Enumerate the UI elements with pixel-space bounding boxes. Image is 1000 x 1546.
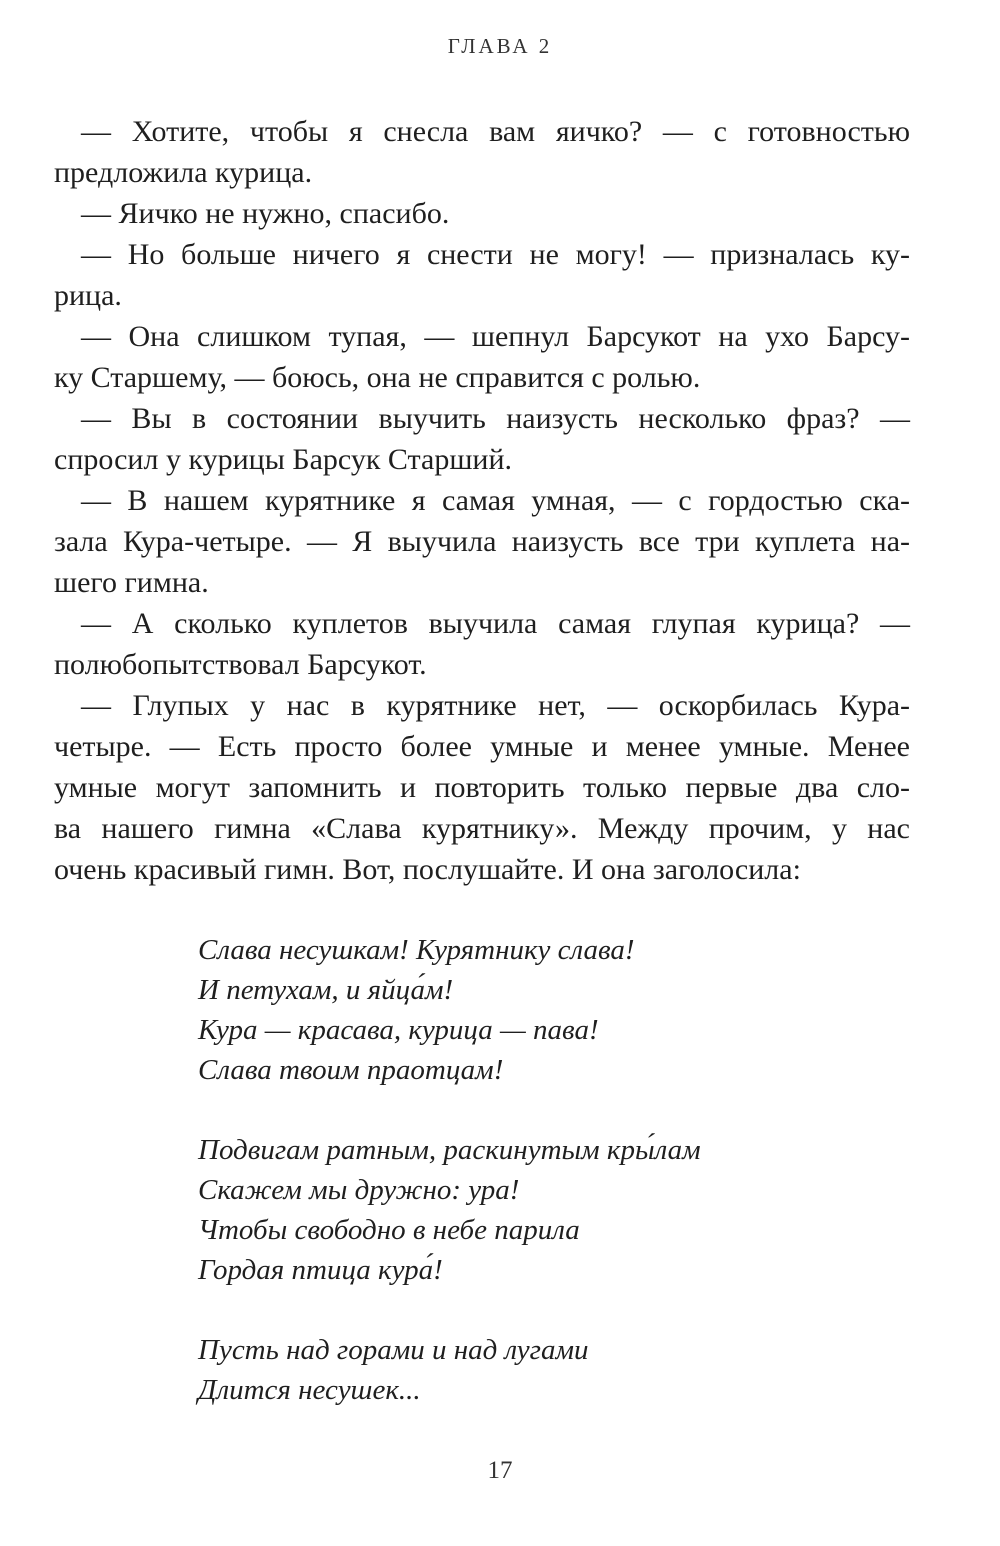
text-line: — Но больше ничего я снести не могу! — призналась ку- <box>81 238 910 271</box>
text-line: — Глупых у нас в курятнике нет, — оскорбилась Кура- <box>81 689 910 722</box>
text-line: — Хотите, чтобы я снесла вам яичко? — с готовностью <box>81 115 910 148</box>
text-line: четыре. — Есть просто более умные и менее умные. Менее <box>54 730 910 763</box>
text-line: предложила курица. <box>54 156 313 189</box>
text-line: ва нашего гимна «Слава курятнику». Между прочим, у нас <box>54 812 910 845</box>
text-line: — В нашем курятнике я самая умная, — с гордостью ска- <box>81 484 910 517</box>
poem-stanza <box>198 1130 898 1290</box>
text-line: спросил у курицы Барсук Старший. <box>54 443 513 476</box>
anthem-poem <box>198 930 898 1450</box>
text-line: — А сколько куплетов выучила самая глупая курица? — <box>81 607 910 640</box>
page-number: 17 <box>487 1457 513 1484</box>
text-line: зала Кура-четыре. — Я выучила наизусть все три куплета на- <box>54 525 910 558</box>
poem-stanza <box>198 930 898 1090</box>
text-line: полюбопытствовал Барсукот. <box>54 648 427 681</box>
poem-line: Пусть над горами и над лугами <box>198 1334 589 1366</box>
text-line: — Она слишком тупая, — шепнул Барсукот на ухо Барсу- <box>81 320 910 353</box>
text-line: — Яичко не нужно, спасибо. <box>81 197 450 230</box>
text-line: умные могут запомнить и повторить только первые два сло- <box>54 771 910 804</box>
poem-line: Слава твоим праотцам! <box>198 1054 504 1086</box>
poem-line: Кура — красава, курица — пава! <box>198 1014 599 1046</box>
poem-line: Гордая птица кура́! <box>198 1254 443 1286</box>
poem-line: И петухам, и яйца́м! <box>198 974 454 1006</box>
poem-line: Длится несушек... <box>198 1374 421 1406</box>
text-line: ку Старшему, — боюсь, она не справится с ролью. <box>54 361 701 394</box>
running-head-chapter: ГЛАВА 2 <box>447 34 553 58</box>
body-text <box>54 111 910 890</box>
poem-line: Слава несушкам! Курятнику слава! <box>198 934 635 966</box>
poem-line: Скажем мы дружно: ура! <box>198 1174 520 1206</box>
text-line: — Вы в состоянии выучить наизусть несколько фраз? — <box>81 402 910 435</box>
text-line: шего гимна. <box>54 566 209 599</box>
poem-stanza <box>198 1330 898 1410</box>
poem-line: Чтобы свободно в небе парила <box>198 1214 580 1246</box>
text-line: очень красивый гимн. Вот, послушайте. И она заголосила: <box>54 853 801 886</box>
text-line: рица. <box>54 279 122 312</box>
poem-line: Подвигам ратным, раскинутым кры́лам <box>198 1134 701 1166</box>
